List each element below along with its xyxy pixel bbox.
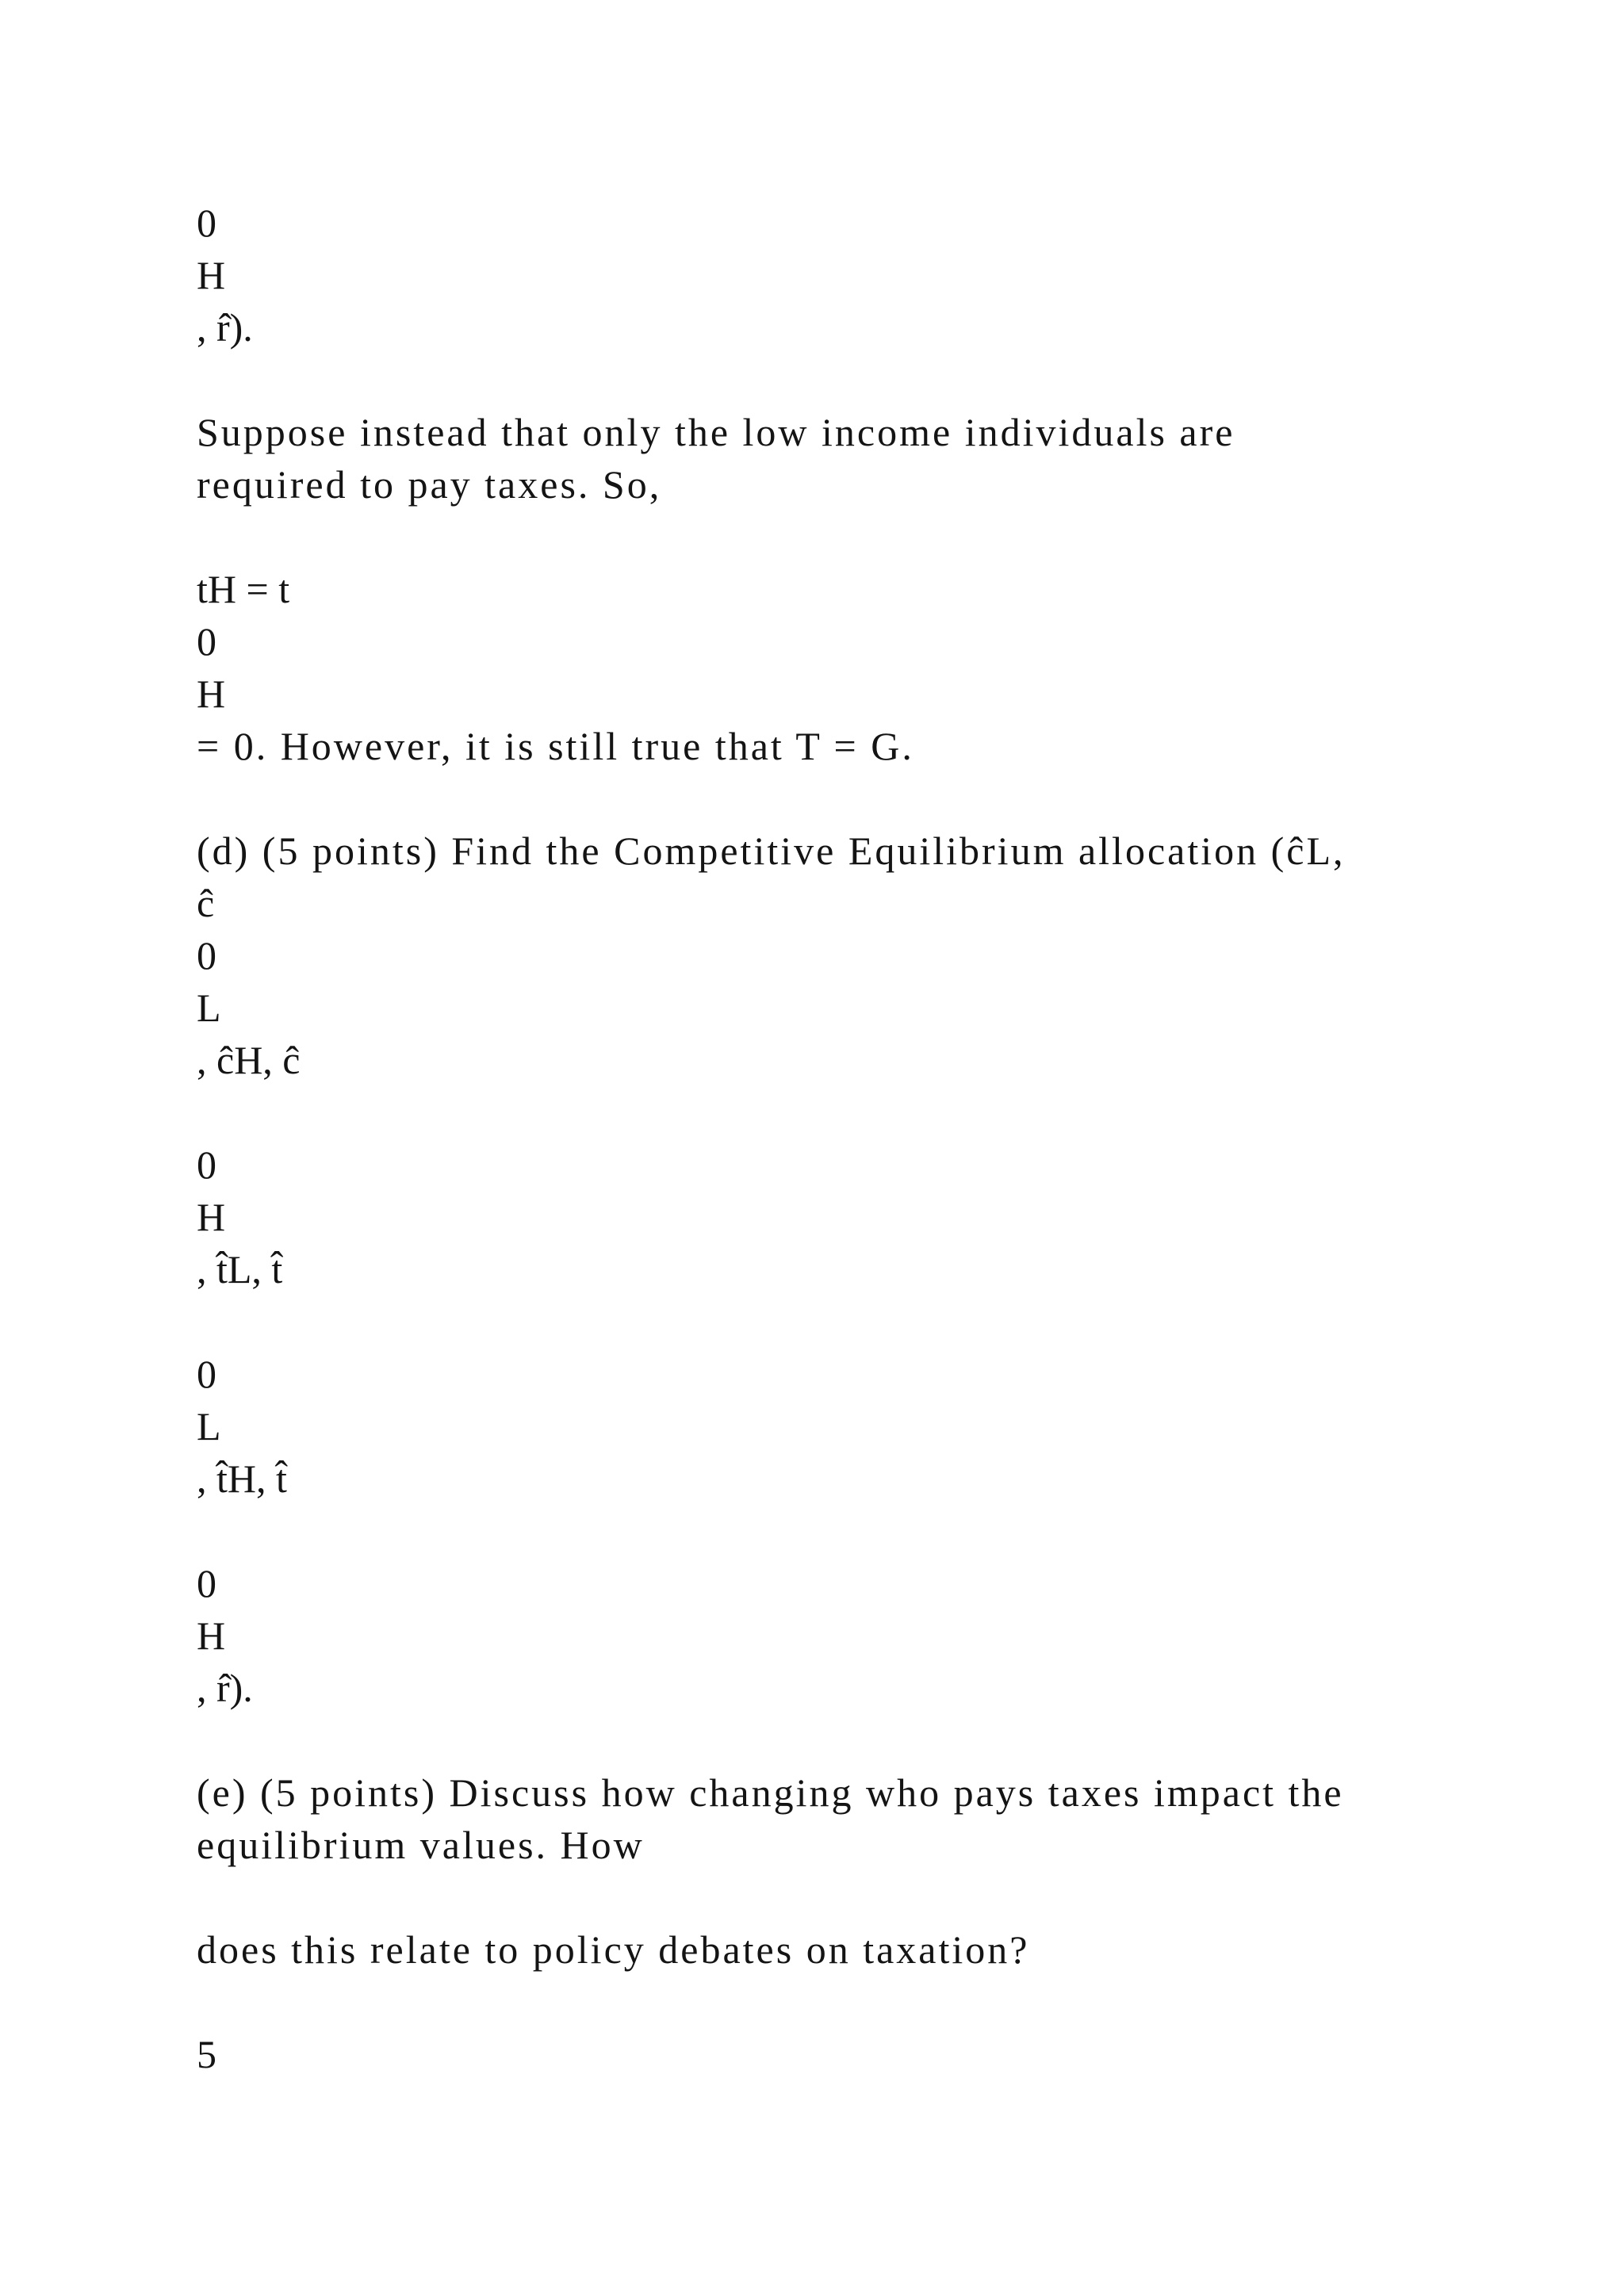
text-line: H: [197, 672, 226, 716]
text-line: Suppose instead that only the low income individuals are: [197, 410, 1235, 454]
page-number: 5: [197, 2032, 216, 2076]
text-line: 0: [197, 201, 216, 245]
text-line: 0: [197, 619, 216, 664]
text-line: , r̂).: [197, 305, 253, 350]
text-line: tH = t: [197, 567, 290, 611]
text-line: , t̂H, t̂: [197, 1456, 287, 1501]
text-line: (d) (5 points) Find the Competitive Equilibrium allocation (ĉL,: [197, 828, 1346, 873]
text-line: ĉ: [197, 881, 215, 925]
text-line: 0: [197, 1561, 216, 1605]
text-line: H: [197, 1613, 226, 1658]
text-line: equilibrium values. How: [197, 1823, 645, 1867]
text-line: does this relate to policy debates on taxation?: [197, 1927, 1030, 1972]
text-line: , r̂).: [197, 1666, 253, 1710]
text-line: , t̂L, t̂: [197, 1247, 283, 1292]
text-line: H: [197, 253, 226, 297]
text-line: 0: [197, 933, 216, 978]
text-line: H: [197, 1195, 226, 1239]
text-line: required to pay taxes. So,: [197, 462, 662, 507]
text-line: L: [197, 1404, 221, 1448]
text-line: L: [197, 985, 221, 1030]
text-line: (e) (5 points) Discuss how changing who pays taxes impact the: [197, 1770, 1344, 1815]
text-line: 0: [197, 1142, 216, 1187]
text-line: 0: [197, 1352, 216, 1396]
text-line: , ĉH, ĉ: [197, 1038, 301, 1082]
text-line: = 0. However, it is still true that T = G.: [197, 724, 914, 768]
